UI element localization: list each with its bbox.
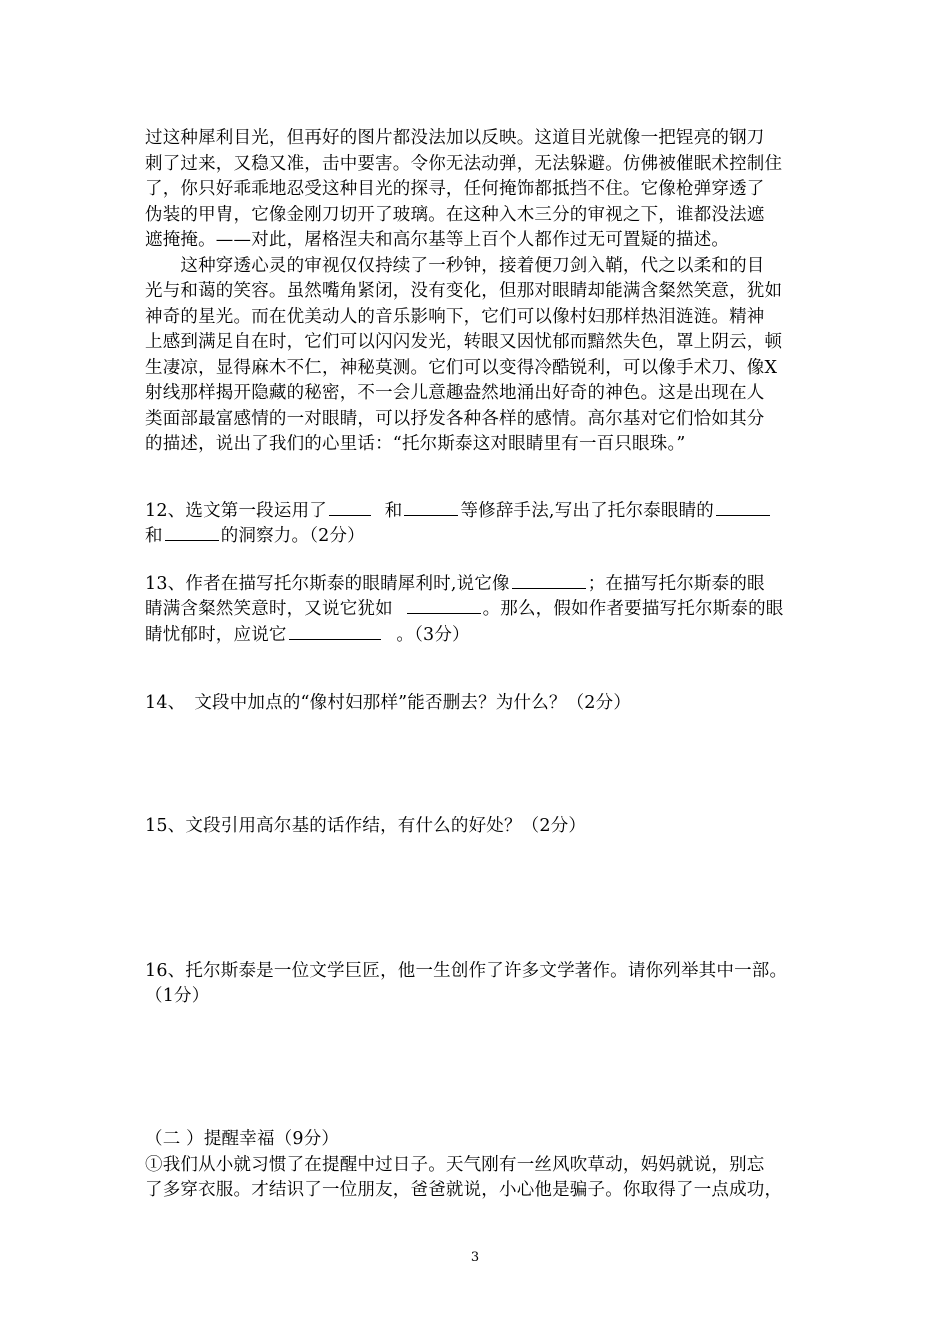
passage-line: 了多穿衣服。才结识了一位朋友，爸爸就说，小心他是骗子。你取得了一点成功， [145,1180,783,1200]
passage-line: 过这种犀利目光，但再好的图片都没法加以反映。这道目光就像一把锃亮的钢刀 [145,128,765,148]
answer-blank[interactable] [165,522,219,541]
passage-line: ①我们从小就习惯了在提醒中过日子。天气刚有一丝风吹草动，妈妈就说，别忘 [145,1155,765,1175]
question-14: 14、 文段中加点的“像村妇那样”能否删去？为什么？（2分） [145,693,632,713]
question-text: 和 [384,501,403,521]
question-text: 和 [145,526,163,546]
passage-line: 的描述，说出了我们的心里话：“托尔斯泰这对眼睛里有一百只眼珠。” [145,434,686,454]
question-text: 12、选文第一段运用了 [145,501,327,521]
passage-line: 射线那样揭开隐藏的秘密，不一会儿意趣盎然地涌出好奇的神色。这是出现在人 [145,383,765,403]
answer-blank[interactable] [512,570,586,589]
question-15: 15、文段引用高尔基的话作结，有什么的好处？（2分） [145,816,587,836]
question-text: 。那么，假如作者要描写托尔斯泰的眼 [482,599,784,619]
question-text: ；在描写托尔斯泰的眼 [587,574,765,594]
answer-blank[interactable] [407,595,481,614]
answer-area-16[interactable] [145,1012,805,1112]
page-number: 3 [470,1250,480,1265]
answer-blank[interactable] [404,497,458,516]
question-text: 等修辞手法,写出了托尔泰眼睛的 [460,501,714,521]
answer-area-14[interactable] [145,720,805,810]
section-title: （二 ）提醒幸福（9分） [145,1129,340,1149]
answer-blank[interactable] [289,621,381,640]
answer-blank[interactable] [329,497,371,516]
passage-line: 类面部最富感情的一对眼睛，可以抒发各种各样的感情。高尔基对它们恰如其分 [145,409,765,429]
passage-line: 生凄凉，显得麻木不仁，神秘莫测。它们可以变得冷酷锐利，可以像手术刀、像X [145,358,778,378]
question-text: 睛满含粲然笑意时，又说它犹如 [145,599,393,619]
question-text: 睛忧郁时，应说它 [145,625,287,645]
answer-area-15[interactable] [145,842,805,952]
passage-line: 上感到满足自在时，它们可以闪闪发光，转眼又因忧郁而黯然失色，罩上阴云，顿 [145,332,783,352]
question-text: 。（3分） [396,625,470,645]
passage-line: 这种穿透心灵的审视仅仅持续了一秒钟，接着便刀剑入鞘，代之以柔和的目 [145,256,765,276]
question-16-points: （1分） [145,986,210,1006]
passage-line: 刺了过来，又稳又准，击中要害。令你无法动弹，无法躲避。仿佛被催眠术控制住 [145,154,783,174]
passage-line: 遮掩掩。——对此，屠格涅夫和高尔基等上百个人都作过无可置疑的描述。 [145,230,730,250]
passage-line: 光与和蔼的笑容。虽然嘴角紧闭，没有变化，但那对眼睛却能满含粲然笑意，犹如 [145,281,783,301]
passage-line: 伪装的甲胄，它像金刚刀切开了玻璃。在这种入木三分的审视之下，谁都没法遮 [145,205,765,225]
answer-blank[interactable] [716,497,770,516]
question-text: 13、作者在描写托尔斯泰的眼睛犀利时,说它像 [145,574,510,594]
passage-line: 了，你只好乖乖地忍受这种目光的探寻，任何掩饰都抵挡不住。它像枪弹穿透了 [145,179,765,199]
passage-line: 神奇的星光。而在优美动人的音乐影响下，它们可以像村妇那样热泪涟涟。精神 [145,307,765,327]
question-text: 的洞察力。（2分） [220,526,365,546]
question-16: 16、托尔斯泰是一位文学巨匠，他一生创作了许多文学著作。请你列举其中一部。 [145,961,788,981]
